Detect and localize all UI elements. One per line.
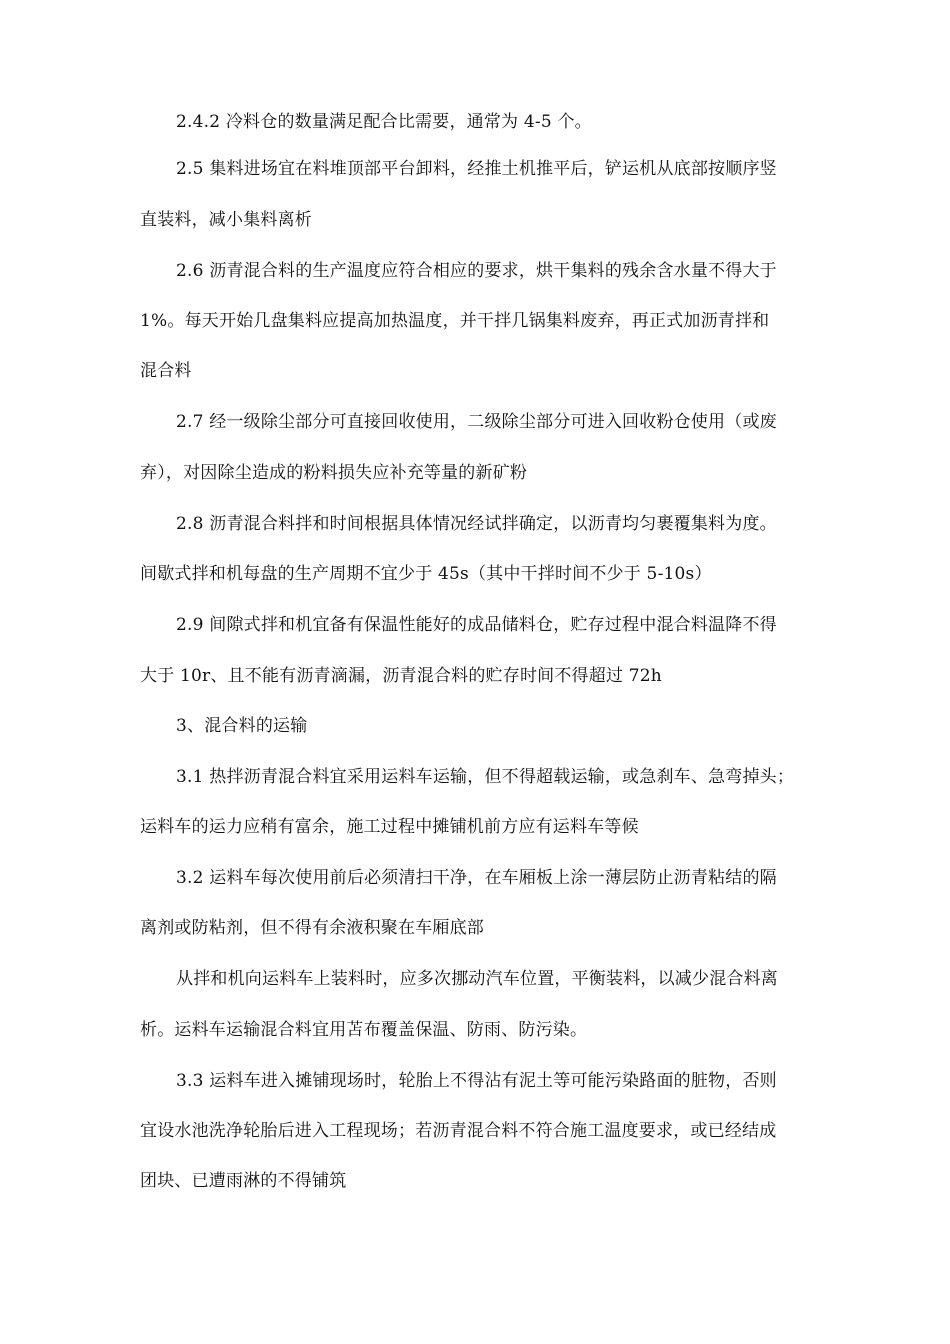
paragraph-loading-line-2: 析。运料车运输混合料宜用苫布覆盖保温、防雨、防污染。	[140, 1020, 588, 1040]
paragraph-2-7-line-1: 2.7 经一级除尘部分可直接回收使用，二级除尘部分可进入回收粉仓使用（或废	[176, 412, 777, 432]
paragraph-3-3-line-2: 宜设水池洗净轮胎后进入工程现场；若沥青混合料不符合施工温度要求，或已经结成	[140, 1121, 777, 1141]
paragraph-2-4-2-line-1: 2.4.2 冷料仓的数量满足配合比需要，通常为 4-5 个。	[176, 112, 592, 132]
paragraph-3-3-line-1: 3.3 运料车进入摊铺现场时，轮胎上不得沾有泥土等可能污染路面的脏物，否则	[176, 1071, 777, 1091]
paragraph-2-5-line-2: 直装料，减小集料离析	[140, 210, 312, 230]
paragraph-2-6-line-2: 1%。每天开始几盘集料应提高加热温度，并干拌几锅集料废弃，再正式加沥青拌和	[140, 311, 770, 331]
paragraph-2-7-line-2: 弃），对因除尘造成的粉料损失应补充等量的新矿粉	[140, 463, 528, 483]
paragraph-3-2-line-1: 3.2 运料车每次使用前后必须清扫干净，在车厢板上涂一薄层防止沥青粘结的隔	[176, 868, 777, 888]
paragraph-3-1-line-2: 运料车的运力应稍有富余，施工过程中摊铺机前方应有运料车等候	[140, 817, 639, 837]
paragraph-3-1-line-1: 3.1 热拌沥青混合料宜采用运料车运输，但不得超载运输，或急刹车、急弯掉头；	[176, 767, 795, 787]
paragraph-2-5-line-1: 2.5 集料进场宜在料堆顶部平台卸料，经推土机推平后，铲运机从底部按顺序竖	[176, 159, 777, 179]
paragraph-2-9-line-2: 大于 10r、且不能有沥青滴漏，沥青混合料的贮存时间不得超过 72h	[140, 666, 662, 686]
paragraph-2-9-line-1: 2.9 间隙式拌和机宜备有保温性能好的成品储料仓，贮存过程中混合料温降不得	[176, 615, 777, 635]
paragraph-2-6-line-3: 混合料	[140, 361, 192, 381]
paragraph-2-8-line-2: 间歇式拌和机每盘的生产周期不宜少于 45s（其中干拌时间不少于 5-10s）	[140, 564, 712, 584]
section-heading-3: 3、混合料的运输	[176, 716, 308, 736]
paragraph-2-6-line-1: 2.6 沥青混合料的生产温度应符合相应的要求，烘干集料的残余含水量不得大于	[176, 261, 777, 281]
paragraph-3-3-line-3: 团块、已遭雨淋的不得铺筑	[140, 1171, 347, 1191]
paragraph-2-8-line-1: 2.8 沥青混合料拌和时间根据具体情况经试拌确定，以沥青均匀裹覆集料为度。	[176, 514, 777, 534]
paragraph-loading-line-1: 从拌和机向运料车上装料时，应多次挪动汽车位置，平衡装料，以减少混合料离	[176, 969, 778, 989]
paragraph-3-2-line-2: 离剂或防粘剂，但不得有余液积聚在车厢底部	[140, 918, 484, 938]
